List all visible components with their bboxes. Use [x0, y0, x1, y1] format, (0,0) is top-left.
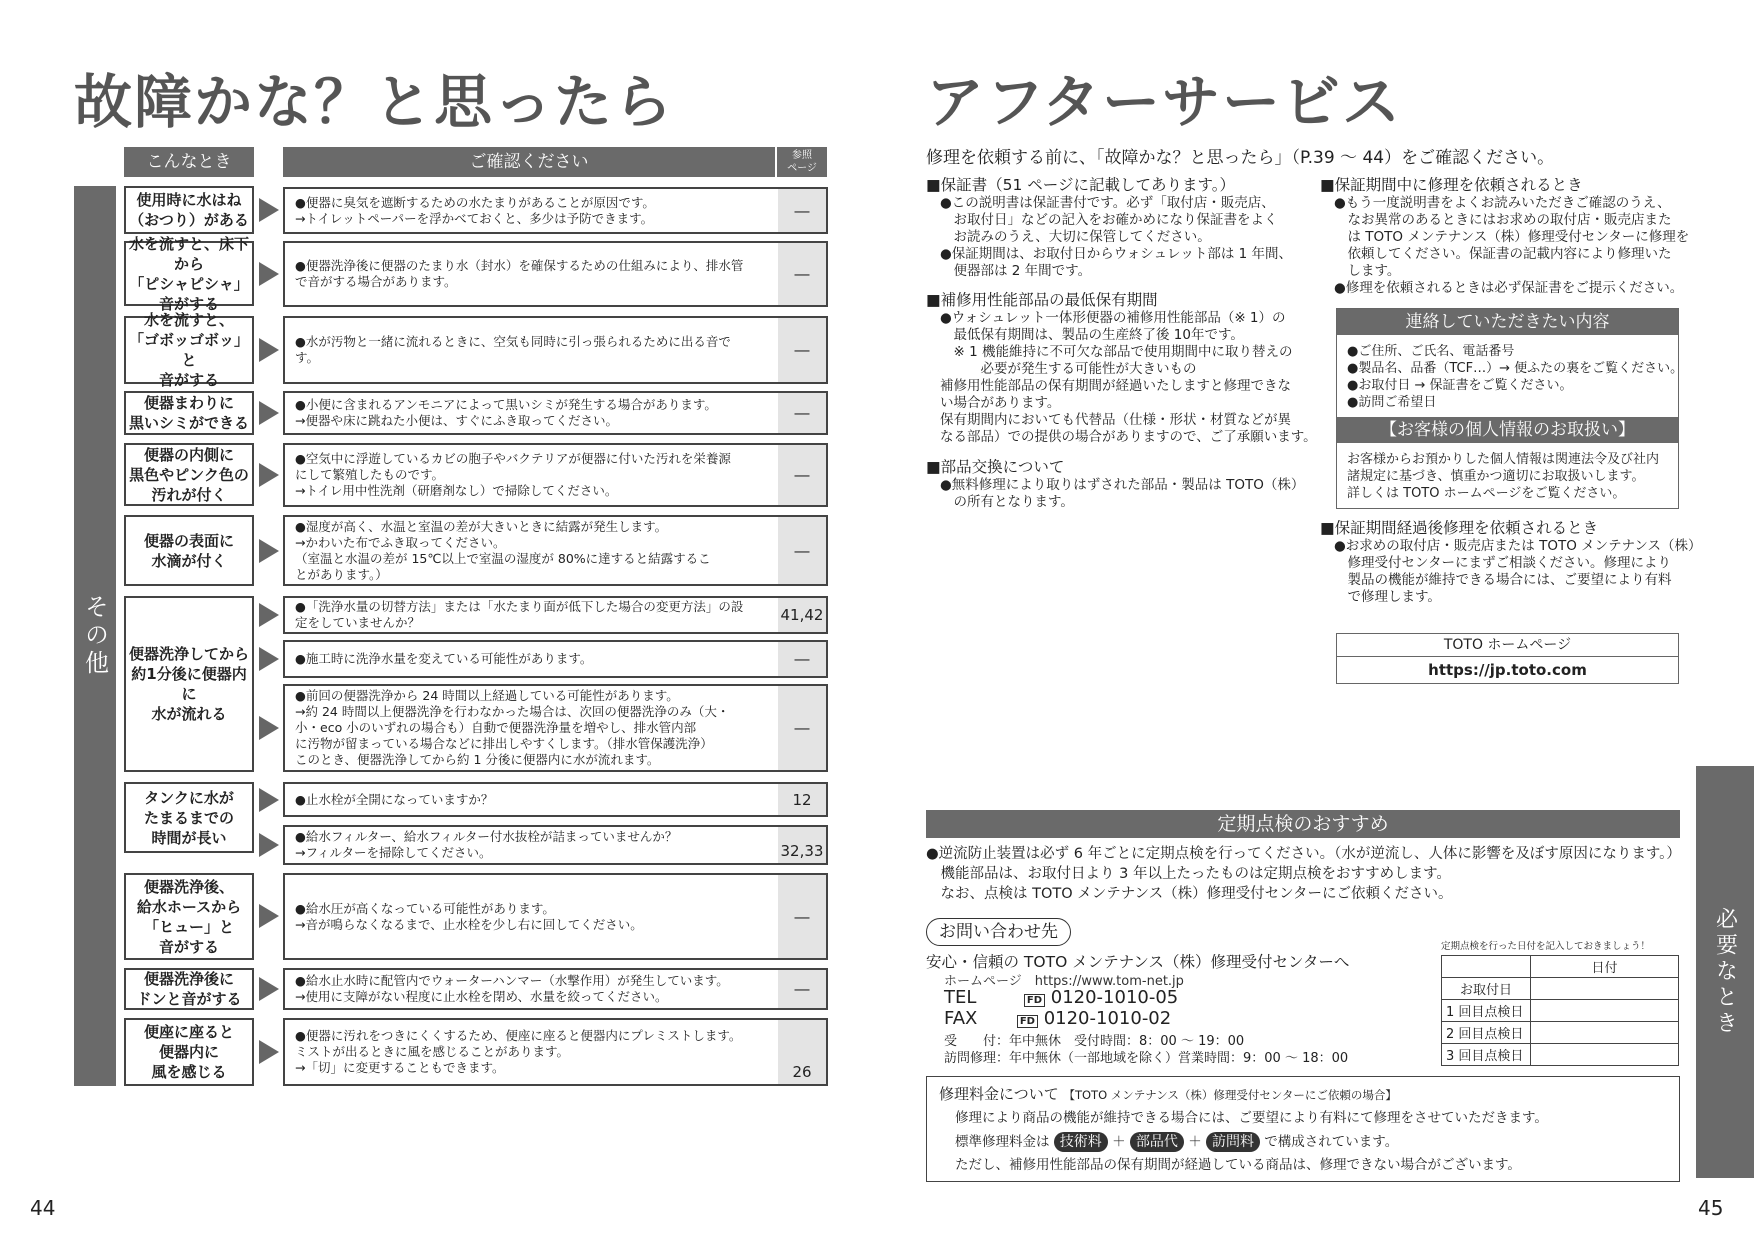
arrow-right-icon	[259, 647, 279, 671]
check-row	[283, 1018, 828, 1086]
inspection-header: 定期点検のおすすめ	[926, 810, 1680, 838]
homepage-label: TOTO ホームページ	[1337, 634, 1678, 657]
contact-center: 安心・信頼の TOTO メンテナンス（株）修理受付センターへ	[926, 953, 1350, 971]
case-box: 便器の表面に 水滴が付く	[124, 515, 254, 586]
arrow-right-icon	[259, 977, 279, 1001]
case-box: 便器洗浄後、 給水ホースから 「ヒュー」と 音がする	[124, 873, 254, 960]
case-box: 使用時に水はね （おつり）がある	[124, 186, 254, 234]
check-text: ●水が汚物と一緒に流れるときに、空気も同時に引っ張られるために出る音で す。	[295, 334, 731, 365]
check-row	[283, 782, 828, 817]
check-text: ●施工時に洗浄水量を変えている可能性があります。	[295, 651, 593, 666]
arrow-right-icon	[259, 539, 279, 563]
check-text: ●空気中に浮遊しているカビの胞子やバクテリアが便器に付いた汚れを栄養源 にして繁殖したものです。 →トイレ用中性洗剤（研磨剤なし）で掃除してください。	[295, 451, 731, 498]
fee-pill-visit: 訪問料	[1206, 1132, 1260, 1152]
ref-column-header: 参照 ページ	[777, 147, 827, 177]
ref-page: 41,42	[778, 598, 826, 632]
case-box: 便器の内側に 黒色やピンク色の 汚れが付く	[124, 443, 254, 506]
left-page-title: 故障かな？と思ったら	[74, 68, 675, 136]
inspection-text: ●逆流防止装置は必ず 6 年ごとに定期点検を行ってください。（水が逆流し、人体に影響を及ぼす原因になります。） 機能部品は、お取付日より 3 年以上たったものは定期点検をおすすめします。 なお、点検は TOTO メンテナンス（株）修理受付センターにご依頼ください。	[926, 846, 1681, 902]
case-box: 便器まわりに 黒いシミができる	[124, 391, 254, 435]
check-row	[283, 684, 828, 772]
ref-page: ―	[778, 970, 826, 1008]
reception-hours: 受 付：年中無休 受付時間：8：00 ～ 19：00	[944, 1034, 1245, 1049]
arrow-right-icon	[259, 603, 279, 627]
tel-number[interactable]: 0120-1010-05	[1050, 987, 1179, 1008]
arrow-right-icon	[259, 788, 279, 812]
arrow-right-icon	[259, 463, 279, 487]
check-text: ●止水栓が全開になっていますか？	[295, 791, 494, 807]
arrow-right-icon	[259, 401, 279, 425]
check-row	[283, 596, 828, 634]
check-row	[283, 187, 828, 234]
case-box: 水を流すと、 「ゴボッゴボッ」と 音がする	[124, 316, 254, 384]
check-row	[283, 443, 828, 507]
fax-line: FAX FD 0120-1010-02	[944, 1008, 1172, 1029]
check-row	[283, 515, 828, 586]
case-box: 水を流すと、床下から 「ピシャピシャ」 音がする	[124, 241, 254, 306]
tel-line: TEL FD 0120-1010-05	[944, 987, 1179, 1008]
freedial-icon: FD	[1024, 994, 1045, 1007]
case-box: 便器洗浄後に ドンと音がする	[124, 968, 254, 1010]
check-row	[283, 968, 828, 1010]
ref-page: ―	[778, 875, 826, 958]
check-text: ●便器洗浄後に便器のたまり水（封水）を確保するための仕組みにより、排水管 で音がする場合があります。	[295, 258, 744, 289]
check-text: ●便器に臭気を遮断するための水たまりがあることが原因です。 →トイレットペーパーを浮かべておくと、多少は予防できます。	[295, 194, 655, 226]
case-column-header: こんなとき	[124, 147, 254, 177]
fee-pill-parts: 部品代	[1130, 1132, 1184, 1152]
after-warranty-section: ■保証期間経過後修理を依頼されるとき ●お求めの取付店・販売店または TOTO メンテナンス（株） 修理受付センターにまずご相談ください。修理により 製品の機能が維持できる場合には、ご要望により有料 で修理します。	[1320, 519, 1702, 605]
arrow-right-icon	[259, 716, 279, 740]
check-column-header: ご確認ください	[283, 147, 775, 177]
ref-page: ―	[778, 642, 826, 676]
ref-page: ―	[778, 393, 826, 433]
homepage-url[interactable]: https://jp.toto.com	[1428, 661, 1587, 679]
check-text: ●湿度が高く、水温と室温の差が大きいときに結露が発生します。 →かわいた布でふき取ってください。 （室温と水温の差が 15℃以上で室温の湿度が 80%に達すると結露するこ とがあります。）	[295, 518, 711, 582]
check-text: ●給水止水時に配管内でウォーターハンマー（水撃作用）が発生しています。 →使用に支障がない程度に止水栓を閉め、水量を絞ってください。	[295, 973, 729, 1004]
arrow-right-icon	[259, 262, 279, 286]
arrow-right-icon	[259, 904, 279, 928]
case-box: 便器洗浄してから 約1分後に便器内に 水が流れる	[124, 596, 254, 772]
check-row	[283, 391, 828, 435]
check-text: ●給水圧が高くなっている可能性があります。 →音が鳴らなくなるまで、止水栓を少し右に回してください。	[295, 900, 643, 932]
case-box: 便座に座ると 便器内に 風を感じる	[124, 1018, 254, 1086]
check-row	[283, 241, 828, 307]
arrow-right-icon	[259, 338, 279, 362]
freedial-icon: FD	[1017, 1015, 1038, 1028]
fee-pill-labor: 技術料	[1054, 1132, 1108, 1152]
ref-page: ―	[778, 686, 826, 770]
right-page-title: アフターサービス	[926, 68, 1402, 136]
fax-number: 0120-1010-02	[1043, 1008, 1172, 1029]
ref-page: 26	[778, 1020, 826, 1084]
arrow-right-icon	[259, 1040, 279, 1064]
in-warranty-section: ■保証期間中に修理を依頼されるとき ●もう一度説明書をよくお読みいただきご確認のうえ、 なお異常のあるときにはお求めの取付店・販売店また は TOTO メンテナンス（株）修理受付センターに修理を 依頼してください。保証書の記載内容により修理いた します。 ●修理を依頼されるときは必ず保証書をご提示ください。	[1320, 176, 1690, 296]
case-box: タンクに水が たまるまでの 時間が長い	[124, 782, 254, 853]
ref-page: ―	[778, 318, 826, 382]
check-text: ●給水フィルター、給水フィルター付水抜栓が詰まっていませんか？ →フィルターを掃除してください。	[295, 829, 678, 860]
check-row	[283, 873, 828, 960]
check-row	[283, 825, 828, 865]
ref-page: 12	[778, 784, 826, 815]
exchange-section: ■部品交換について ●無料修理により取りはずされた部品・製品は TOTO（株） の所有となります。	[926, 458, 1305, 510]
side-category-label: その他	[80, 594, 109, 678]
fee-box: 修理料金について 【TOTO メンテナンス（株）修理受付センターにご依頼の場合】 修理により商品の機能が維持できる場合には、ご要望により有料にて修理をさせていただきます。 標準修理料金は 技術料 ＋ 部品代 ＋ 訪問料 で構成されています。 ただし、補修用性能部品の保有期間が経過している商品は、修理できない場合がございます。	[926, 1076, 1680, 1182]
left-page-number: 44	[30, 1196, 56, 1220]
parts-section: ■補修用性能部品の最低保有期間 ●ウォシュレット一体形便器の補修用性能部品（※ 1）の 最低保有期間は、製品の生産終了後 10年です。 ※ 1 機能維持に不可欠な部品で使用期間中に取り替えの 必要が発生する可能性が大きいもの 補修用性能部品の保有期間が経過いたしますと修理できな い場合があります。 保有期間内においても代替品（仕様・形状・材質などが異 なる部品）での提供の場合がありますので、ご了承願います。	[926, 291, 1317, 445]
ref-page: 32,33	[778, 827, 826, 863]
ref-page: ―	[778, 517, 826, 584]
ref-page: ―	[778, 189, 826, 232]
side-category-band	[74, 186, 116, 1086]
contact-badge: お問い合わせ先	[926, 918, 1071, 946]
check-row	[283, 316, 828, 384]
ref-page: ―	[778, 243, 826, 305]
homepage-box	[1336, 633, 1679, 684]
side-tab[interactable]: 必要なとき	[1696, 766, 1754, 1178]
check-text: ●小便に含まれるアンモニアによって黒いシミが発生する場合があります。 →便器や床に跳ねた小便は、すぐにふき取ってください。	[295, 397, 717, 428]
warranty-section: ■保証書（51 ページに記載してあります。） ●この説明書は保証書付です。必ず「取付店・販売店、 お取付日」などの記入をお確かめになり保証書をよく お読みのうえ、大切に保管してください。 ●保証期間は、お取付日からウォシュレット部は 1 年間、 便器部は 2 年間です。	[926, 176, 1293, 279]
arrow-right-icon	[259, 198, 279, 222]
ref-page: ―	[778, 445, 826, 505]
contact-homepage[interactable]: ホームページ https://www.tom-net.jp	[944, 974, 1184, 989]
intro-text: 修理を依頼する前に、「故障かな？と思ったら」（P.39 ～ 44）をご確認ください。	[926, 148, 1555, 168]
check-text: ●「洗浄水量の切替方法」または「水たまり面が低下した場合の変更方法」の設 定をしていませんか？	[295, 599, 744, 630]
contact-info-box: 連絡していただきたい内容 ●ご住所、ご氏名、電話番号 ●製品名、品番（TCF…）→ 便ふたの裏をご覧ください。 ●お取付日 → 保証書をご覧ください。 ●訪問ご希望日 【お客様の個人情報のお取扱い】 お客様からお預かりした個人情報は関連法令及び社内 諸規定に基づき、慎重かつ適切にお取扱いします。 詳しくは TOTO ホームページをご覧ください。	[1336, 308, 1679, 509]
inspection-date-table: 日付 お取付日 1 回目点検日 2 回目点検日 3 回目点検日	[1441, 955, 1679, 1066]
visit-hours: 訪問修理：年中無休（一部地域を除く）営業時間：9：00 ～ 18：00	[944, 1051, 1349, 1066]
inspection-note: 定期点検を行った日付を記入しておきましょう！	[1441, 941, 1651, 952]
arrow-right-icon	[259, 833, 279, 857]
check-text: ●前回の便器洗浄から 24 時間以上経過している可能性があります。 →約 24 時間以上便器洗浄を行わなかった場合は、次回の便器洗浄のみ（大・ 小・eco 小のいずれの場合も）自動で便器洗浄量を増やし、排水管内部 に汚物が留まっている場合などに排出しやすくします。（排水管保護洗浄） このとき、便器洗浄してから約 1 分後に便器内に水が流れます。	[295, 688, 730, 767]
right-page-number: 45	[1698, 1196, 1724, 1220]
check-row	[283, 640, 828, 678]
check-text: ●便器に汚れをつきにくくするため、便座に座ると便器内にプレミストします。 ミストが出るときに風を感じることがあります。 →「切」に変更することもできます。	[295, 1028, 742, 1075]
